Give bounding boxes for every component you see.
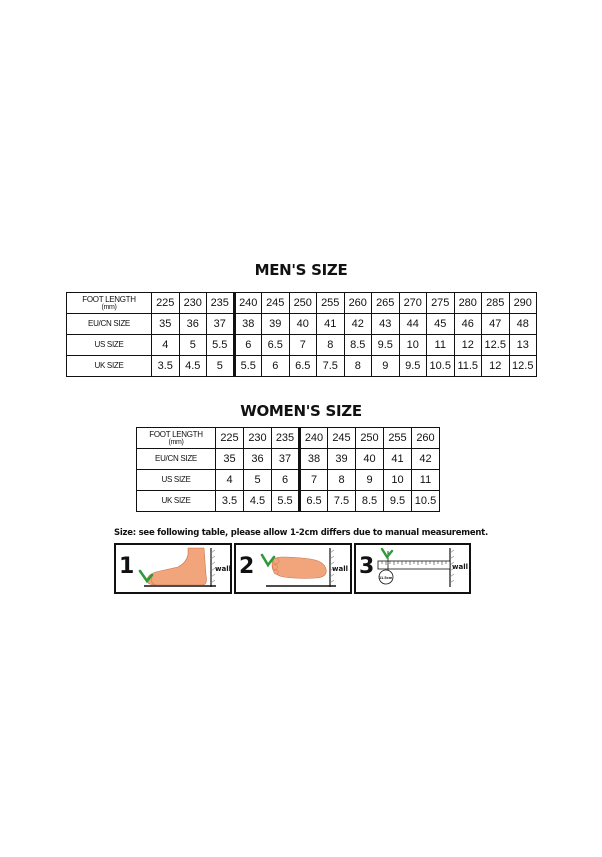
row-label	[67, 356, 152, 377]
row-label-text: US SIZE	[161, 475, 191, 484]
table-cell: 43	[372, 314, 400, 335]
table-cell: 8	[344, 356, 372, 377]
row-label-text: FOOT LENGTH	[82, 294, 136, 304]
table-cell: 11	[427, 335, 455, 356]
step-1-panel	[114, 543, 232, 594]
table-cell: 4	[216, 470, 244, 491]
table-cell: 8	[317, 335, 345, 356]
row-label	[137, 428, 216, 449]
table-cell: 5	[179, 335, 207, 356]
table-cell: 41	[384, 449, 412, 470]
row-label	[137, 470, 216, 491]
table-cell: 7	[300, 470, 328, 491]
table-cell: 6.5	[300, 491, 328, 512]
wall-label: wall	[452, 563, 468, 571]
table-cell: 11	[412, 470, 440, 491]
table-cell: 260	[344, 293, 372, 314]
table-cell: 46	[454, 314, 482, 335]
table-cell: 260	[412, 428, 440, 449]
table-cell: 235	[207, 293, 235, 314]
table-cell: 5	[207, 356, 235, 377]
table-cell: 48	[509, 314, 537, 335]
table-cell: 39	[328, 449, 356, 470]
row-label	[67, 335, 152, 356]
table-cell: 225	[152, 293, 180, 314]
table-cell: 6.5	[289, 356, 317, 377]
table-cell: 270	[399, 293, 427, 314]
mens-size-table	[66, 292, 537, 377]
table-cell: 37	[207, 314, 235, 335]
table-cell: 285	[482, 293, 510, 314]
table-cell: 230	[244, 428, 272, 449]
table-cell: 9.5	[384, 491, 412, 512]
table-cell: 3.5	[152, 356, 180, 377]
table-cell: 280	[454, 293, 482, 314]
table-cell: 12	[482, 356, 510, 377]
row-sublabel: (mm)	[168, 438, 184, 446]
table-cell: 250	[356, 428, 384, 449]
table-cell: 255	[384, 428, 412, 449]
table-cell: 265	[372, 293, 400, 314]
table-cell: 35	[216, 449, 244, 470]
measurement-note: Size: see following table, please allow 1-2cm differs due to manual measurement.	[114, 528, 488, 538]
row-label	[137, 449, 216, 470]
ruler-label: 11.5cm	[379, 575, 393, 580]
table-cell: 36	[179, 314, 207, 335]
table-cell: 240	[234, 293, 262, 314]
row-label-text: UK SIZE	[161, 496, 191, 505]
table-cell: 6.5	[262, 335, 290, 356]
table-cell: 245	[262, 293, 290, 314]
table-cell: 7.5	[328, 491, 356, 512]
table-cell: 4	[152, 335, 180, 356]
table-row	[137, 449, 440, 470]
table-cell: 5	[244, 470, 272, 491]
table-cell: 38	[300, 449, 328, 470]
step-number: 3	[359, 554, 375, 579]
table-cell: 9.5	[372, 335, 400, 356]
table-cell: 275	[427, 293, 455, 314]
table-row	[137, 491, 440, 512]
table-cell: 37	[272, 449, 300, 470]
table-cell: 250	[289, 293, 317, 314]
table-cell: 5.5	[234, 356, 262, 377]
table-cell: 13	[509, 335, 537, 356]
table-cell: 4.5	[179, 356, 207, 377]
table-cell: 7	[289, 335, 317, 356]
womens-size-title: WOMEN'S SIZE	[240, 402, 362, 420]
table-row	[137, 428, 440, 449]
table-cell: 12.5	[509, 356, 537, 377]
table-cell: 9	[356, 470, 384, 491]
table-cell: 39	[262, 314, 290, 335]
table-cell: 7.5	[317, 356, 345, 377]
wall-label: wall	[332, 565, 348, 573]
table-cell: 35	[152, 314, 180, 335]
table-cell: 230	[179, 293, 207, 314]
table-cell: 10	[399, 335, 427, 356]
table-cell: 290	[509, 293, 537, 314]
table-row	[67, 356, 537, 377]
table-cell: 9.5	[399, 356, 427, 377]
table-row	[67, 293, 537, 314]
table-cell: 8	[328, 470, 356, 491]
row-label	[137, 491, 216, 512]
table-cell: 6	[234, 335, 262, 356]
row-label	[67, 293, 152, 314]
row-label-text: EU/CN SIZE	[155, 454, 197, 463]
table-cell: 10.5	[412, 491, 440, 512]
womens-size-table	[136, 427, 440, 512]
table-row	[67, 335, 537, 356]
table-cell: 9	[372, 356, 400, 377]
table-cell: 47	[482, 314, 510, 335]
table-row	[67, 314, 537, 335]
table-cell: 245	[328, 428, 356, 449]
table-cell: 40	[289, 314, 317, 335]
table-cell: 12.5	[482, 335, 510, 356]
table-cell: 40	[356, 449, 384, 470]
step-2-panel	[234, 543, 352, 594]
table-cell: 5.5	[207, 335, 235, 356]
table-cell: 11.5	[454, 356, 482, 377]
step-3-panel	[354, 543, 471, 594]
table-cell: 10.5	[427, 356, 455, 377]
table-cell: 5.5	[272, 491, 300, 512]
table-cell: 44	[399, 314, 427, 335]
table-cell: 42	[412, 449, 440, 470]
table-cell: 36	[244, 449, 272, 470]
row-label-text: FOOT LENGTH	[149, 429, 203, 439]
table-row	[137, 470, 440, 491]
table-cell: 12	[454, 335, 482, 356]
table-cell: 10	[384, 470, 412, 491]
step-number: 2	[239, 554, 255, 579]
step-number: 1	[119, 554, 135, 579]
row-label-text: UK SIZE	[94, 361, 124, 370]
table-cell: 8.5	[356, 491, 384, 512]
row-sublabel: (mm)	[101, 303, 117, 311]
table-cell: 8.5	[344, 335, 372, 356]
table-cell: 235	[272, 428, 300, 449]
table-cell: 41	[317, 314, 345, 335]
row-label	[67, 314, 152, 335]
mens-size-title: MEN'S SIZE	[254, 261, 348, 279]
table-cell: 6	[272, 470, 300, 491]
row-label-text: US SIZE	[94, 340, 124, 349]
table-cell: 38	[234, 314, 262, 335]
table-cell: 225	[216, 428, 244, 449]
table-cell: 240	[300, 428, 328, 449]
table-cell: 45	[427, 314, 455, 335]
row-label-text: EU/CN SIZE	[88, 319, 130, 328]
wall-label: wall	[215, 565, 231, 573]
foot-side-icon	[116, 545, 230, 592]
table-cell: 255	[317, 293, 345, 314]
table-cell: 6	[262, 356, 290, 377]
table-cell: 42	[344, 314, 372, 335]
table-cell: 3.5	[216, 491, 244, 512]
table-cell: 4.5	[244, 491, 272, 512]
